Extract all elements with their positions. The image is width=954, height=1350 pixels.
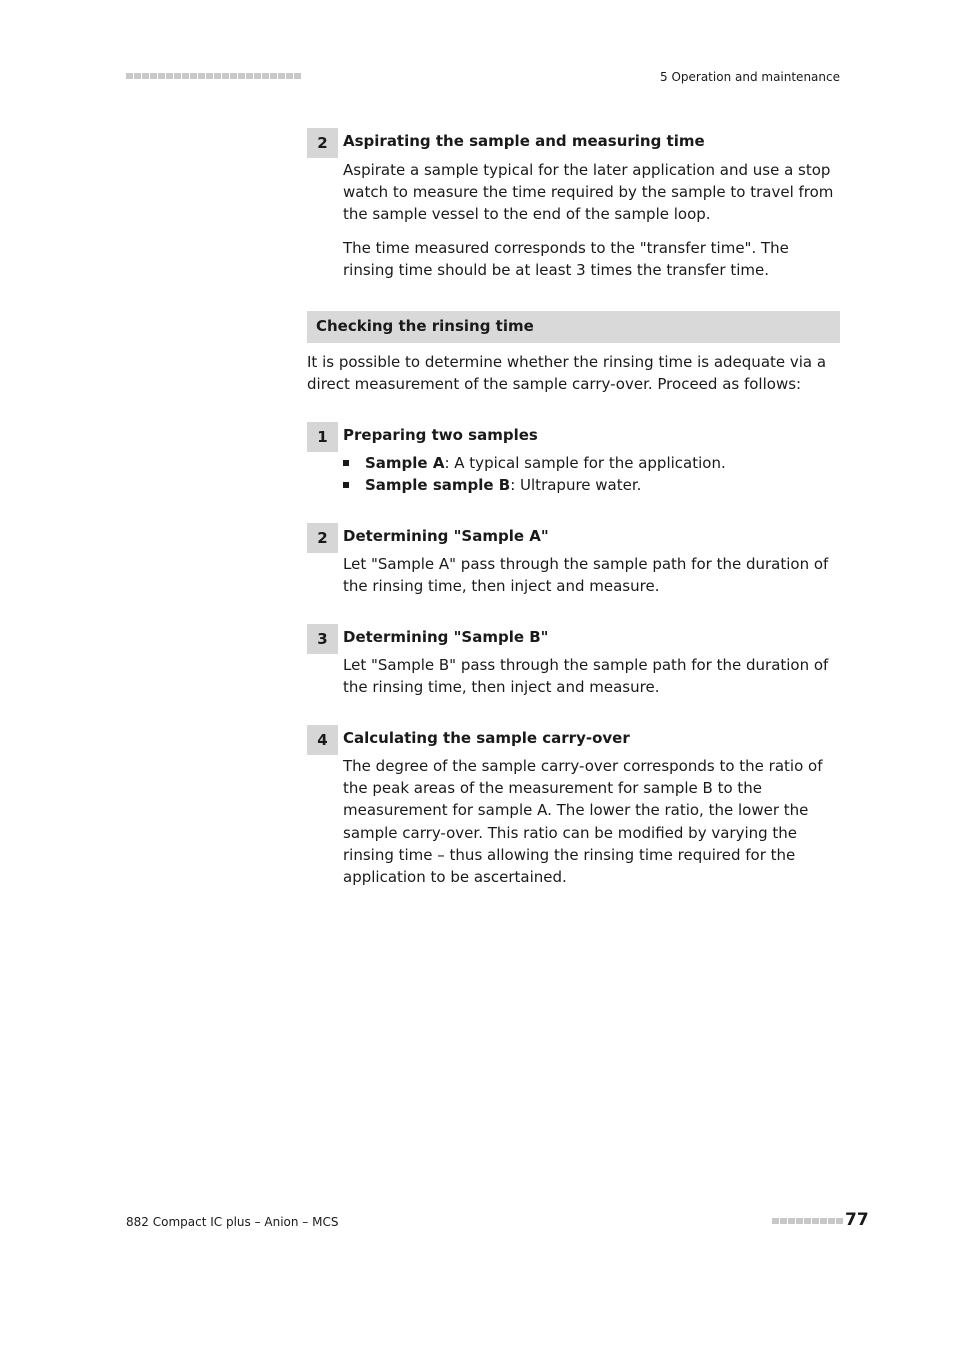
sample-description: : A typical sample for the application. — [444, 454, 726, 472]
step-title: Preparing two samples — [343, 426, 538, 444]
footer-decoration — [772, 1218, 843, 1224]
page-number: 77 — [845, 1210, 869, 1230]
list-item — [343, 474, 843, 496]
footer-title: 882 Compact IC plus – Anion – MCS — [126, 1215, 339, 1229]
sample-description: : Ultrapure water. — [510, 476, 642, 495]
step-number: 4 — [307, 725, 338, 755]
step-body: Let "Sample A" pass through the sample path for the duration of the rinsing time, then inject and measure. — [343, 555, 829, 596]
step-body — [343, 452, 843, 496]
section-heading: Checking the rinsing time — [307, 311, 840, 343]
sample-list — [343, 452, 843, 496]
step-number: 2 — [307, 523, 338, 553]
step-body — [343, 159, 843, 292]
step-number: 1 — [307, 422, 338, 452]
step-title: Determining "Sample B" — [343, 628, 549, 646]
step-title: Determining "Sample A" — [343, 527, 549, 545]
step-title: Aspirating the sample and measuring time — [343, 132, 705, 150]
step-number: 3 — [307, 624, 338, 654]
step-number: 2 — [307, 128, 338, 158]
sample-name: Sample A — [365, 454, 445, 472]
header-decoration — [126, 73, 301, 79]
header-section-title: 5 Operation and maintenance — [660, 70, 840, 84]
step-paragraph: The time measured corresponds to the "transfer time". The rinsing time should be at least 3 times the transfer time. — [343, 238, 789, 279]
step-paragraph: Aspirate a sample typical for the later application and use a stop watch to measure the time required by the sample to travel from the sample vessel to the end of the sample loop. — [343, 161, 834, 224]
sample-name: Sample sample B — [365, 476, 511, 495]
step-title: Calculating the sample carry-over — [343, 729, 630, 747]
step-body: Let "Sample B" pass through the sample path for the duration of the rinsing time, then inject and measure. — [343, 656, 829, 697]
step-body: The degree of the sample carry-over corresponds to the ratio of the peak areas of the measurement for sample B to the measurement for sample A. The lower the ratio, the lower the sample carry-over. This ratio can be modified by varying the rinsing time – thus allowing the rinsing time required for the application to be ascertained. — [343, 757, 823, 887]
list-item — [343, 452, 843, 474]
section-intro: It is possible to determine whether the rinsing time is adequate via a direct measurement of the sample carry-over. Proceed as follows: — [307, 353, 827, 394]
